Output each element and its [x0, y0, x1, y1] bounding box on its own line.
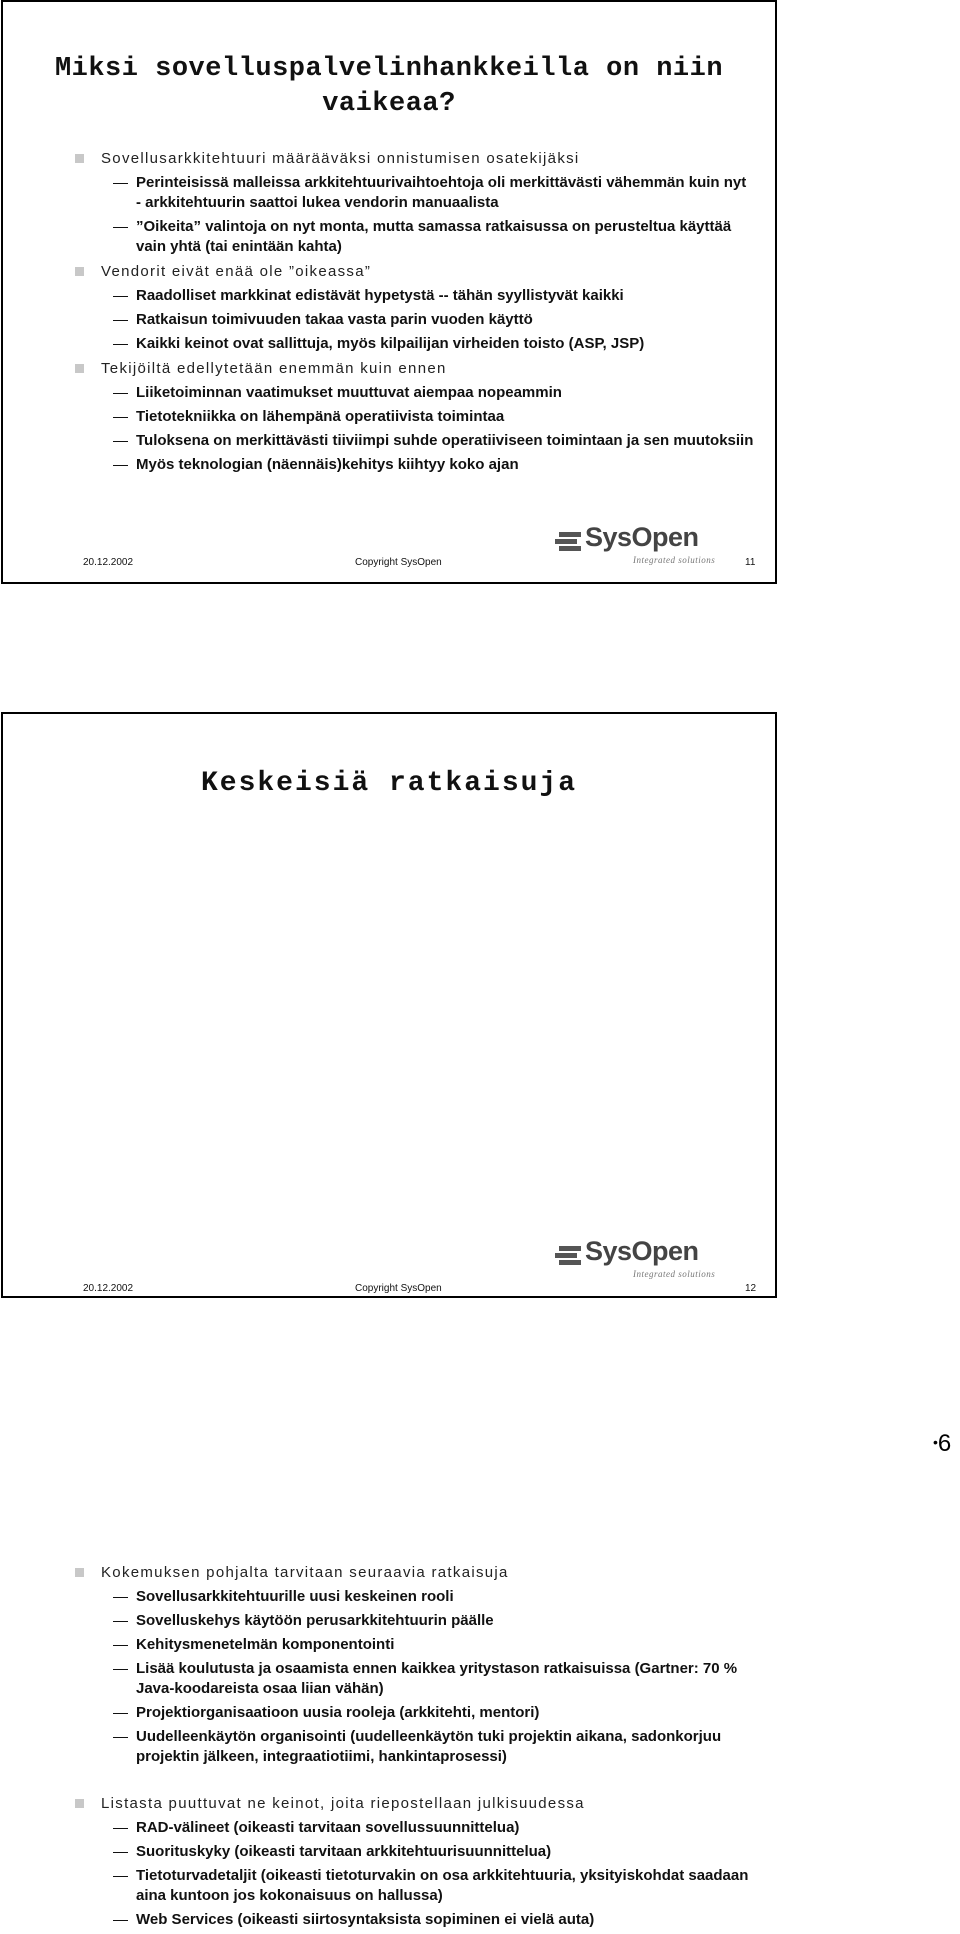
bullet-item — [3, 358, 775, 379]
dash-bullet-icon — [113, 296, 128, 297]
dash-bullet-icon — [113, 1737, 128, 1738]
page-number-value: 6 — [937, 1430, 952, 1457]
dash-bullet-icon — [113, 465, 128, 466]
dash-bullet-icon — [113, 417, 128, 418]
sub-bullet-item — [3, 1659, 775, 1699]
dash-bullet-icon — [113, 1597, 128, 1598]
slide-number: 11 — [745, 557, 756, 568]
bullet-text: Kehitysmenetelmän komponentointi — [136, 1636, 395, 1653]
logo-brand: SysOpen — [585, 1236, 699, 1266]
sub-bullet-item — [3, 1611, 775, 1631]
bullet-text: Sovelluskehys käytöön perusarkkitehtuurin päälle — [136, 1612, 494, 1629]
slide-11 — [1, 0, 777, 584]
dash-bullet-icon — [113, 320, 128, 321]
dash-bullet-icon — [113, 1852, 128, 1853]
sub-bullet-item — [3, 173, 775, 213]
sub-bullet-item — [3, 1635, 775, 1655]
sub-bullet-item — [3, 407, 775, 427]
bullet-text: Kaikki keinot ovat sallittuja, myös kilpailijan virheiden toisto (ASP, JSP) — [136, 335, 645, 352]
dash-bullet-icon — [113, 1828, 128, 1829]
slide-title: Keskeisiä ratkaisuja — [200, 768, 578, 799]
square-bullet-icon — [75, 154, 84, 163]
dash-bullet-icon — [113, 441, 128, 442]
dash-bullet-icon — [113, 1876, 128, 1877]
logo-brand: SysOpen — [585, 522, 699, 552]
logo-mark-icon — [559, 532, 581, 537]
sub-bullet-item — [3, 217, 775, 257]
square-bullet-icon — [75, 1799, 84, 1808]
bullet-text: Liiketoiminnan vaatimukset muuttuvat aiempaa nopeammin — [136, 384, 562, 401]
slide-title: Miksi sovelluspalvelinhankkeilla on niin vaikeaa? — [54, 54, 724, 119]
bullet-text: RAD-välineet (oikeasti tarvitaan sovellussuunnittelua) — [136, 1819, 520, 1836]
bullet-text: Tekijöiltä edellytetään enemmän kuin ennen — [101, 360, 447, 377]
bullet-text: ”Oikeita” valintoja on nyt monta, mutta samassa ratkaisussa on perusteltua käyttää vain yhtä (tai enintään kahta) — [136, 218, 732, 255]
square-bullet-icon — [75, 1568, 84, 1577]
footer-copyright: Copyright SysOpen — [355, 557, 442, 568]
bullet-text: Tietotekniikka on lähempänä operatiivista toimintaa — [136, 408, 505, 425]
sub-bullet-item — [3, 455, 775, 475]
sub-bullet-item — [3, 383, 775, 403]
bullet-text: Vendorit eivät enää ole ”oikeassa” — [101, 263, 372, 280]
sub-bullet-item — [3, 1703, 775, 1723]
sub-bullet-item — [3, 310, 775, 330]
bullet-icon: • — [933, 1434, 938, 1450]
sub-bullet-item — [3, 1587, 775, 1607]
sysopen-logo — [555, 522, 743, 570]
dash-bullet-icon — [113, 344, 128, 345]
logo-mark-icon — [559, 1246, 581, 1251]
logo-mark-bar — [555, 1253, 577, 1258]
sub-bullet-item — [3, 1866, 775, 1906]
footer-copyright: Copyright SysOpen — [355, 1283, 442, 1294]
dash-bullet-icon — [113, 1621, 128, 1622]
logo-mark-bar — [559, 1260, 581, 1265]
slide-content — [3, 1562, 775, 1934]
dash-bullet-icon — [113, 1920, 128, 1921]
bullet-text: Suorituskyky (oikeasti tarvitaan arkkitehtuurisuunnittelua) — [136, 1843, 552, 1860]
sub-bullet-item — [3, 1727, 775, 1767]
bullet-text: Ratkaisun toimivuuden takaa vasta parin vuoden käyttö — [136, 311, 533, 328]
logo-tagline: Integrated solutions — [633, 555, 716, 565]
sub-bullet-item — [3, 1842, 775, 1862]
slide-content — [3, 148, 775, 479]
logo-mark-bar — [555, 539, 577, 544]
bullet-text: Myös teknologian (näennäis)kehitys kiihtyy koko ajan — [136, 456, 519, 473]
slide-number: 12 — [745, 1283, 757, 1294]
bullet-text: Lisää koulutusta ja osaamista ennen kaikkea yritystason ratkaisuissa (Gartner: 70 % Java-koodareista osaa liian vähän) — [136, 1660, 738, 1697]
bullet-text: Web Services (oikeasti siirtosyntaksista sopiminen ei vielä auta) — [136, 1911, 595, 1928]
dash-bullet-icon — [113, 1669, 128, 1670]
bullet-text: Sovellusarkkitehtuuri määrääväksi onnistumisen osatekijäksi — [101, 150, 580, 167]
logo-mark-bar — [559, 546, 581, 551]
logo-tagline: Integrated solutions — [633, 1269, 716, 1279]
dash-bullet-icon — [113, 183, 128, 184]
page-number — [933, 1430, 951, 1458]
bullet-item — [3, 148, 775, 169]
bullet-item — [3, 261, 775, 282]
bullet-item — [3, 1793, 775, 1814]
dash-bullet-icon — [113, 393, 128, 394]
bullet-text: Perinteisissä malleissa arkkitehtuurivaihtoehtoja oli merkittävästi vähemmän kuin nyt - arkkitehtuurin saattoi lukea vendorin manuaalista — [136, 174, 747, 211]
bullet-item — [3, 1562, 775, 1583]
slide-12 — [1, 712, 777, 1928]
sub-bullet-item — [3, 334, 775, 354]
bullet-text: Tietoturvadetaljit (oikeasti tietoturvakin on osa arkkitehtuuria, yksityiskohdat saadaan aina kuntoon jos kokonaisuus on hallussa) — [136, 1867, 749, 1904]
square-bullet-icon — [75, 267, 84, 276]
square-bullet-icon — [75, 364, 84, 373]
sub-bullet-item — [3, 1910, 775, 1930]
bullet-text: Sovellusarkkitehtuurille uusi keskeinen rooli — [136, 1588, 454, 1605]
footer-date: 20.12.2002 — [83, 1283, 134, 1294]
bullet-text: Projektiorganisaatioon uusia rooleja (arkkitehti, mentori) — [136, 1704, 540, 1721]
list-spacer — [3, 1771, 775, 1793]
footer-date: 20.12.2002 — [83, 557, 134, 568]
sysopen-logo — [555, 1236, 743, 1284]
dash-bullet-icon — [113, 1713, 128, 1714]
bullet-text: Listasta puuttuvat ne keinot, joita riepostellaan julkisuudessa — [101, 1795, 585, 1812]
sub-bullet-item — [3, 1818, 775, 1838]
bullet-text: Kokemuksen pohjalta tarvitaan seuraavia ratkaisuja — [101, 1564, 509, 1581]
sub-bullet-item — [3, 431, 775, 451]
dash-bullet-icon — [113, 227, 128, 228]
bullet-text: Raadolliset markkinat edistävät hypetystä -- tähän syyllistyvät kaikki — [136, 287, 624, 304]
dash-bullet-icon — [113, 1645, 128, 1646]
bullet-text: Tuloksena on merkittävästi tiiviimpi suhde operatiiviseen toimintaan ja sen muutoksiin — [136, 432, 754, 449]
sub-bullet-item — [3, 286, 775, 306]
bullet-text: Uudelleenkäytön organisointi (uudelleenkäytön tuki projektin aikana, sadonkorjuu projektin jälkeen, integraatiotiimi, hankintaprosessi) — [136, 1728, 722, 1765]
